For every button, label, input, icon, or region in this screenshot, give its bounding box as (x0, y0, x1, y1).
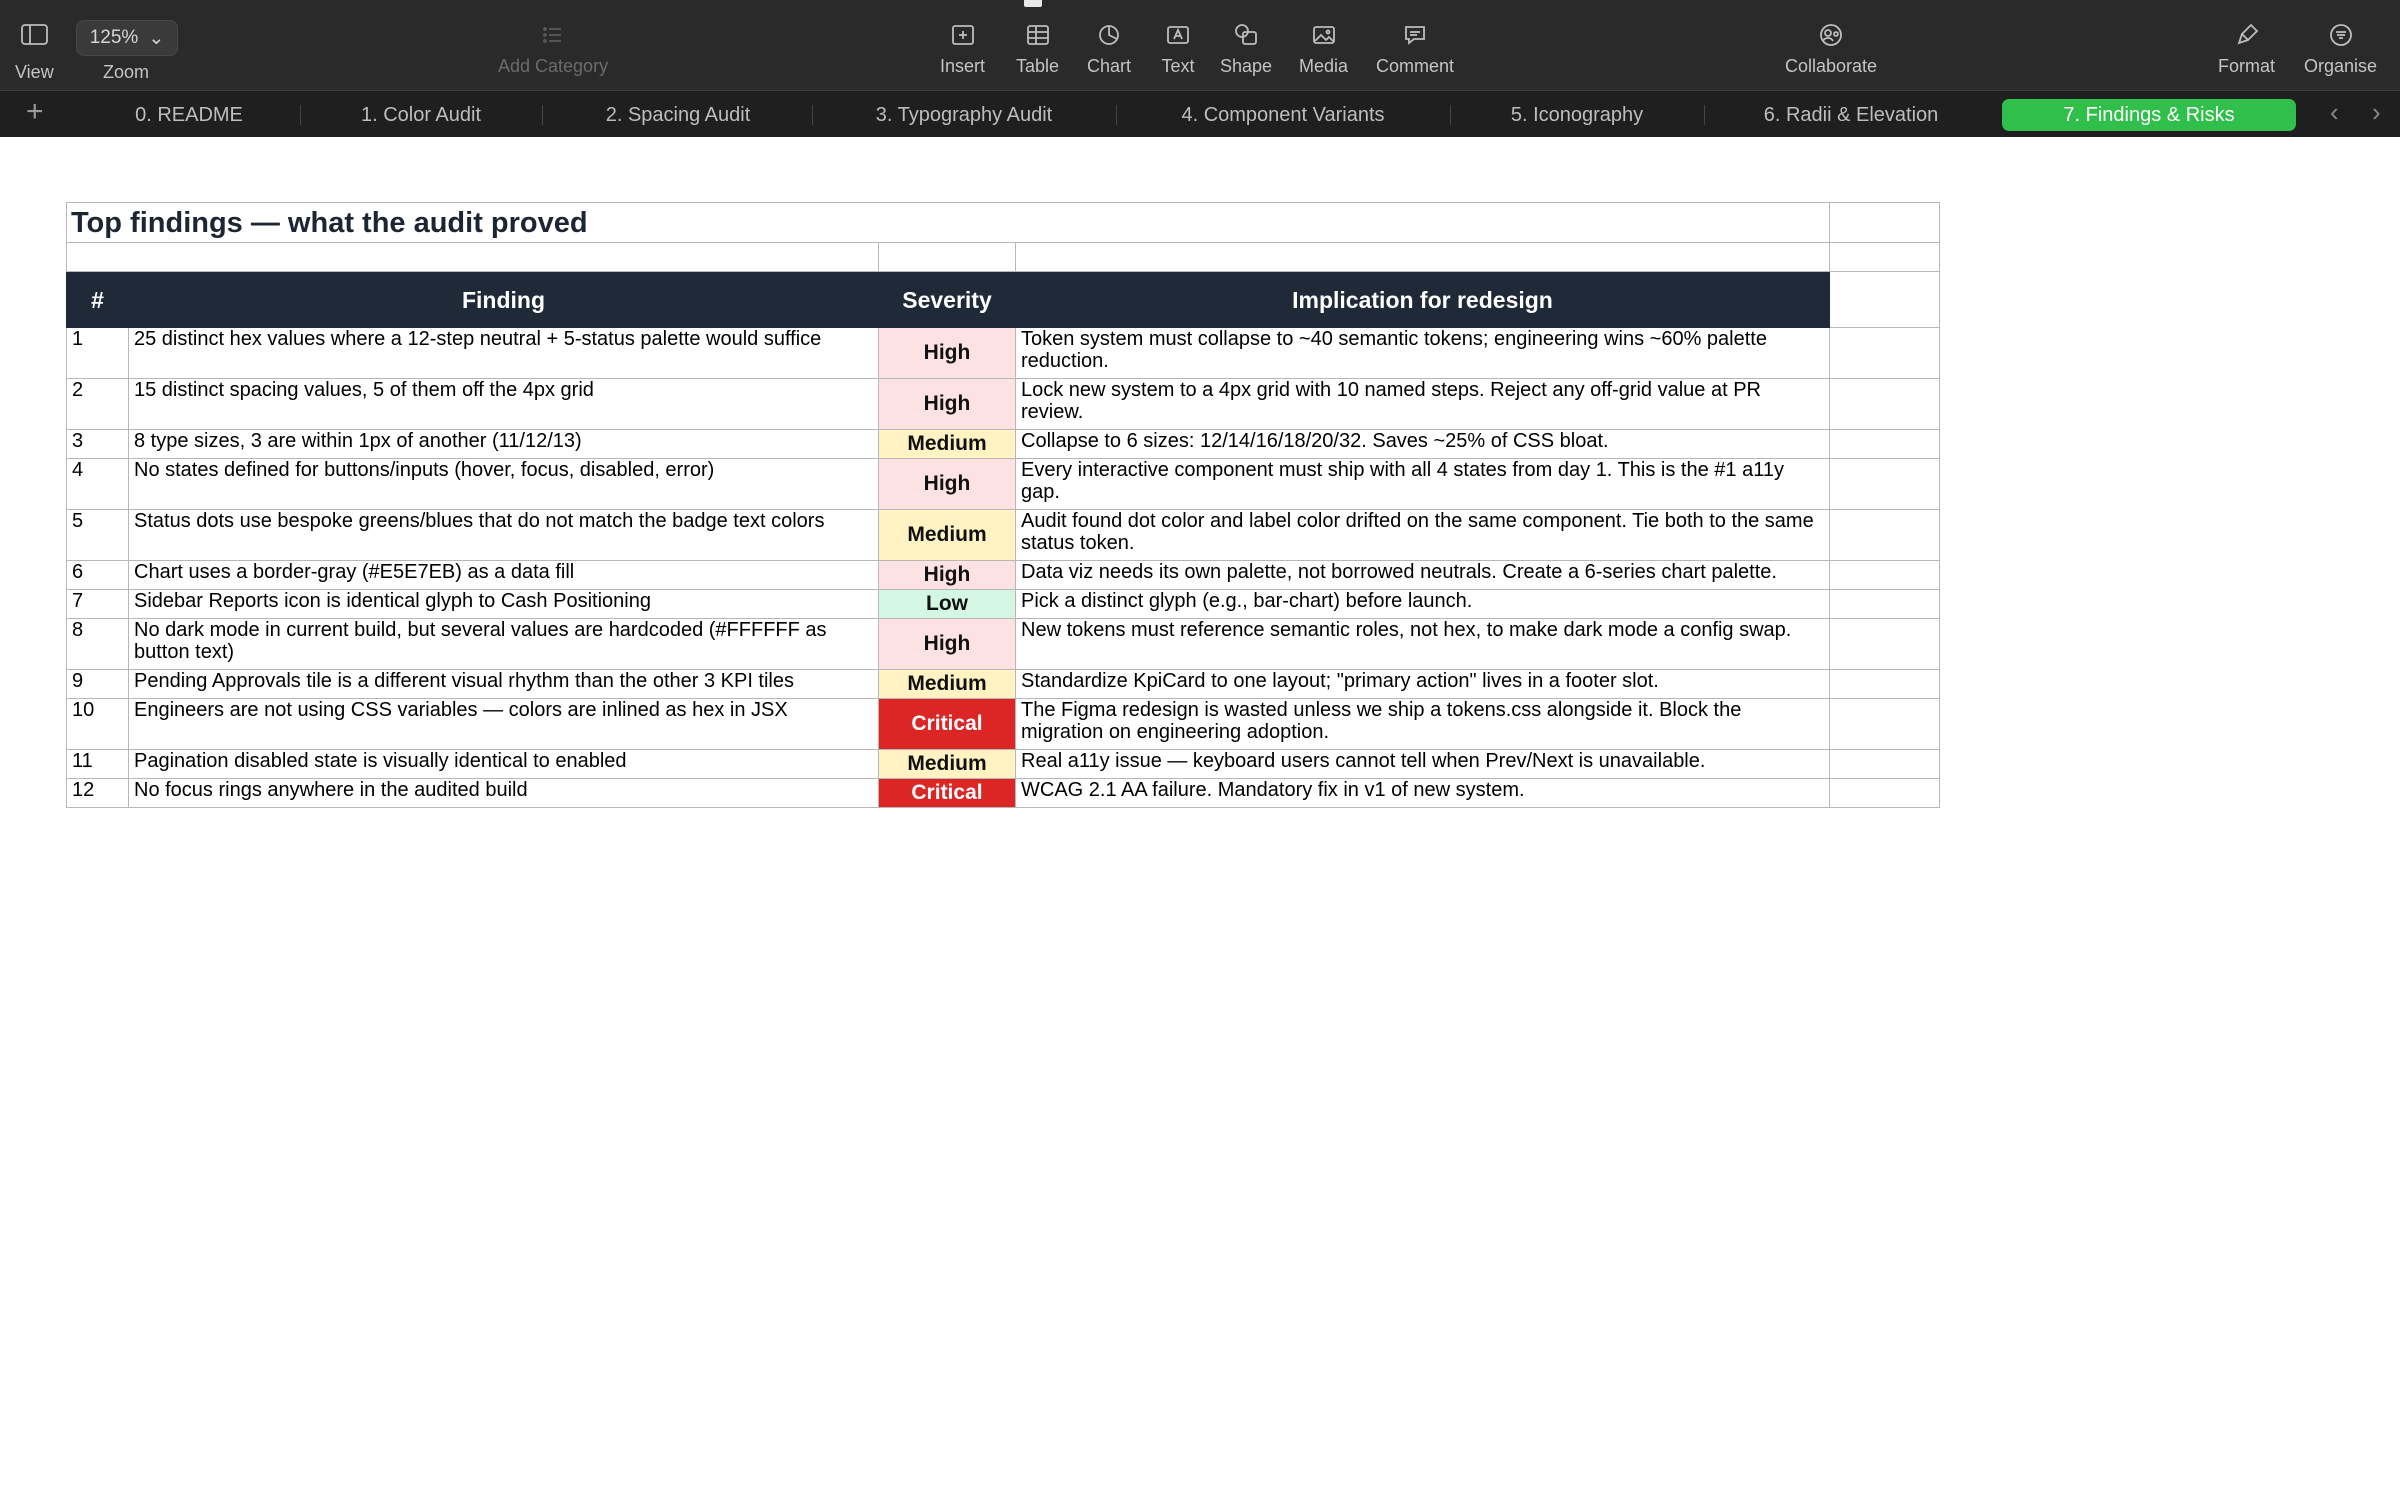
implication-cell[interactable]: Data viz needs its own palette, not borrowed neutrals. Create a 6-series chart palette. (1016, 561, 1830, 590)
tab-readme[interactable]: 0. README (135, 103, 243, 126)
table-row (67, 750, 1940, 779)
finding-cell[interactable]: No focus rings anywhere in the audited build (129, 779, 879, 808)
table-row (67, 510, 1940, 561)
tab-separator (300, 105, 301, 125)
finding-cell[interactable]: No dark mode in current build, but several values are hardcoded (#FFFFFF as button text) (129, 619, 879, 670)
table-icon (1021, 18, 1055, 52)
empty-cell[interactable] (1830, 243, 1940, 272)
chevron-left-icon[interactable]: ‹ (2330, 97, 2339, 127)
shape-label: Shape (1220, 56, 1273, 76)
row-number-cell[interactable]: 2 (67, 379, 129, 430)
chevron-down-icon: ⌄ (148, 27, 165, 49)
insert-icon (946, 18, 980, 52)
image-icon (1307, 18, 1341, 52)
format-button[interactable] (2218, 18, 2275, 77)
finding-cell[interactable]: Status dots use bespoke greens/blues that do not match the badge text colors (129, 510, 879, 561)
implication-cell[interactable]: New tokens must reference semantic roles, not hex, to make dark mode a config swap. (1016, 619, 1830, 670)
shape-icon (1229, 18, 1263, 52)
table-row (67, 328, 1940, 379)
tab-separator (1116, 105, 1117, 125)
tab-color-audit[interactable]: 1. Color Audit (360, 103, 482, 126)
row-number-cell[interactable]: 8 (67, 619, 129, 670)
severity-cell[interactable]: High (879, 379, 1016, 430)
column-header-implication[interactable]: Implication for redesign (1016, 272, 1830, 328)
empty-cell[interactable] (1830, 750, 1940, 779)
empty-cell[interactable] (1830, 430, 1940, 459)
title-row (67, 203, 1940, 243)
table-row (67, 779, 1940, 808)
paintbrush-icon (2230, 18, 2264, 52)
severity-cell[interactable]: Critical (879, 779, 1016, 808)
column-header-number[interactable]: # (67, 272, 129, 328)
text-button[interactable] (1161, 18, 1195, 77)
implication-cell[interactable]: The Figma redesign is wasted unless we ship a tokens.css alongside it. Block the migration on engineering adoption. (1016, 699, 1830, 750)
implication-cell[interactable]: Audit found dot color and label color drifted on the same component. Tie both to the same status token. (1016, 510, 1830, 561)
implication-cell[interactable]: Real a11y issue — keyboard users cannot tell when Prev/Next is unavailable. (1016, 750, 1830, 779)
add-category-button[interactable] (498, 18, 608, 77)
table-button[interactable] (1016, 18, 1059, 77)
text-label: Text (1161, 56, 1195, 76)
finding-cell[interactable]: Pagination disabled state is visually identical to enabled (129, 750, 879, 779)
finding-cell[interactable]: Pending Approvals tile is a different visual rhythm than the other 3 KPI tiles (129, 670, 879, 699)
implication-cell[interactable]: Lock new system to a 4px grid with 10 named steps. Reject any off-grid value at PR review. (1016, 379, 1830, 430)
media-label: Media (1299, 56, 1349, 76)
finding-cell[interactable]: No states defined for buttons/inputs (hover, focus, disabled, error) (129, 459, 879, 510)
empty-cell[interactable] (1830, 699, 1940, 750)
organise-label: Organise (2304, 56, 2378, 76)
add-category-label: Add Category (498, 56, 609, 76)
severity-cell[interactable]: High (879, 619, 1016, 670)
implication-cell[interactable]: Every interactive component must ship with all 4 states from day 1. This is the #1 a11y gap. (1016, 459, 1830, 510)
collaborate-label: Collaborate (1785, 56, 1878, 76)
table-row (67, 590, 1940, 619)
empty-cell[interactable] (1830, 459, 1940, 510)
row-number-cell[interactable]: 5 (67, 510, 129, 561)
empty-cell[interactable] (1830, 272, 1940, 328)
row-number-cell[interactable]: 10 (67, 699, 129, 750)
empty-cell[interactable] (67, 243, 879, 272)
header-row (67, 272, 1940, 328)
table-label: Table (1016, 56, 1060, 76)
table-row (67, 459, 1940, 510)
table-row (67, 430, 1940, 459)
pie-chart-icon (1092, 18, 1126, 52)
severity-cell[interactable]: Medium (879, 430, 1016, 459)
empty-cell[interactable] (1830, 779, 1940, 808)
chart-button[interactable] (1087, 18, 1131, 77)
sheet-tab-bar (0, 90, 2400, 137)
row-number-cell[interactable]: 12 (67, 779, 129, 808)
collaborate-icon (1814, 18, 1848, 52)
finding-cell[interactable]: 15 distinct spacing values, 5 of them off the 4px grid (129, 379, 879, 430)
severity-cell[interactable]: High (879, 459, 1016, 510)
finding-cell[interactable]: Sidebar Reports icon is identical glyph to Cash Positioning (129, 590, 879, 619)
chart-label: Chart (1087, 56, 1132, 76)
table-row (67, 699, 1940, 750)
empty-cell[interactable] (879, 243, 1016, 272)
tab-component-variants[interactable]: 4. Component Variants (1181, 103, 1385, 126)
table-row (67, 670, 1940, 699)
spacer-row (67, 243, 1940, 272)
table-row (67, 619, 1940, 670)
empty-cell[interactable] (1830, 590, 1940, 619)
table-row (67, 561, 1940, 590)
severity-cell[interactable]: Medium (879, 510, 1016, 561)
severity-cell[interactable]: Critical (879, 699, 1016, 750)
row-number-cell[interactable]: 6 (67, 561, 129, 590)
view-button-label[interactable]: View (15, 62, 54, 82)
row-number-cell[interactable]: 3 (67, 430, 129, 459)
comment-icon (1398, 18, 1432, 52)
row-number-cell[interactable]: 1 (67, 328, 129, 379)
severity-cell[interactable]: Medium (879, 750, 1016, 779)
tab-separator (812, 105, 813, 125)
implication-cell[interactable]: WCAG 2.1 AA failure. Mandatory fix in v1 of new system. (1016, 779, 1830, 808)
add-sheet-icon[interactable]: + (26, 95, 44, 128)
empty-cell[interactable] (1830, 510, 1940, 561)
organise-icon (2324, 18, 2358, 52)
tab-separator (1450, 105, 1451, 125)
collaborate-button[interactable] (1785, 18, 1877, 77)
toolbar (0, 0, 2400, 90)
tab-radii-elevation[interactable]: 6. Radii & Elevation (1763, 103, 1939, 126)
tab-separator (542, 105, 543, 125)
tab-typography-audit[interactable]: 3. Typography Audit (875, 103, 1053, 126)
severity-cell[interactable]: Medium (879, 670, 1016, 699)
row-number-cell[interactable]: 11 (67, 750, 129, 779)
implication-cell[interactable]: Token system must collapse to ~40 semantic tokens; engineering wins ~60% palette reduction. (1016, 328, 1830, 379)
empty-cell[interactable] (1016, 243, 1830, 272)
findings-table (66, 202, 1940, 808)
format-label: Format (2218, 56, 2276, 76)
zoom-label: Zoom (103, 62, 150, 82)
empty-cell[interactable] (1830, 203, 1940, 243)
empty-cell[interactable] (1830, 619, 1940, 670)
comment-label: Comment (1376, 56, 1455, 76)
zoom-value: 125% (89, 27, 139, 48)
tab-spacing-audit[interactable]: 2. Spacing Audit (605, 103, 751, 126)
sidebar-toggle-icon[interactable] (20, 22, 50, 53)
severity-cell[interactable]: High (879, 328, 1016, 379)
row-number-cell[interactable]: 4 (67, 459, 129, 510)
insert-label: Insert (940, 56, 986, 76)
finding-cell[interactable]: 25 distinct hex values where a 12-step neutral + 5-status palette would suffice (129, 328, 879, 379)
empty-cell[interactable] (1830, 561, 1940, 590)
finding-cell[interactable]: Chart uses a border-gray (#E5E7EB) as a data fill (129, 561, 879, 590)
insert-button[interactable] (940, 18, 985, 77)
severity-cell[interactable]: Low (879, 590, 1016, 619)
implication-cell[interactable]: Standardize KpiCard to one layout; "primary action" lives in a footer slot. (1016, 670, 1830, 699)
media-button[interactable] (1299, 18, 1348, 77)
finding-cell[interactable]: Engineers are not using CSS variables — colors are inlined as hex in JSX (129, 699, 879, 750)
implication-cell[interactable]: Pick a distinct glyph (e.g., bar-chart) before launch. (1016, 590, 1830, 619)
implication-cell[interactable]: Collapse to 6 sizes: 12/14/16/18/20/32. Saves ~25% of CSS bloat. (1016, 430, 1830, 459)
empty-cell[interactable] (1830, 670, 1940, 699)
window-notch (1024, 0, 1042, 7)
row-number-cell[interactable]: 9 (67, 670, 129, 699)
organise-button[interactable] (2304, 18, 2377, 77)
table-row (67, 379, 1940, 430)
tab-iconography[interactable]: 5. Iconography (1510, 103, 1644, 126)
chevron-right-icon[interactable]: › (2372, 97, 2381, 127)
zoom-select[interactable] (76, 20, 178, 56)
severity-cell[interactable]: High (879, 561, 1016, 590)
shape-button[interactable] (1220, 18, 1272, 77)
text-box-icon (1161, 18, 1195, 52)
comment-button[interactable] (1376, 18, 1454, 77)
empty-cell[interactable] (1830, 379, 1940, 430)
tab-findings-risks[interactable]: 7. Findings & Risks (2002, 99, 2296, 131)
table-title[interactable]: Top findings — what the audit proved (67, 203, 1830, 243)
column-header-finding[interactable]: Finding (129, 272, 879, 328)
finding-cell[interactable]: 8 type sizes, 3 are within 1px of another (11/12/13) (129, 430, 879, 459)
empty-cell[interactable] (1830, 328, 1940, 379)
row-number-cell[interactable]: 7 (67, 590, 129, 619)
list-icon (536, 18, 570, 52)
tab-separator (1704, 105, 1705, 125)
column-header-severity[interactable]: Severity (879, 272, 1016, 328)
